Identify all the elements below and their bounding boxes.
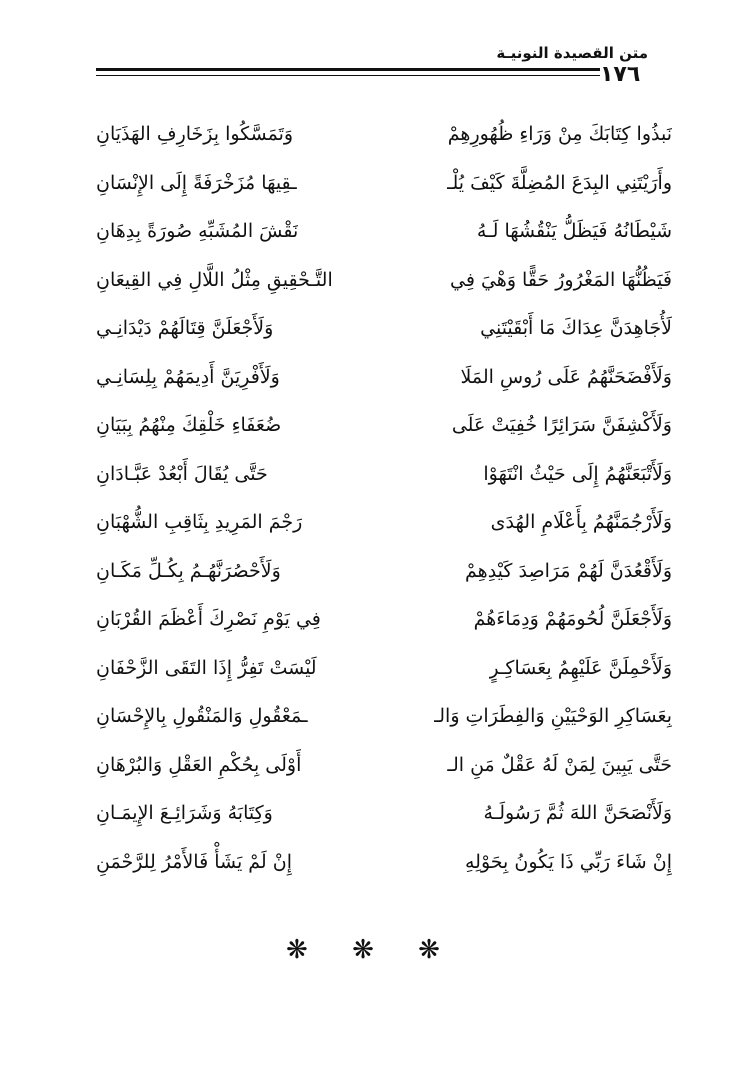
verse-first-hemistich: وَلَأَحْمِلَنَّ عَلَيْهِمُ بِعَسَاكِـرٍ <box>489 656 672 679</box>
verse-first-hemistich: وَلَأَقْعُدَنَّ لَهُمْ مَرَاصِدَ كَيْدِهِمْ <box>465 559 672 582</box>
verse-second-hemistich: وَكِتَابَهُ وَشَرَائِـعَ الإِيمَـانِ <box>96 802 273 824</box>
running-header-title: متن القصيدة النونيـة <box>496 44 648 62</box>
verse-first-hemistich: وَلَأَجْعَلَنَّ لُحُومَهُمْ وَدِمَاءَهُمْ <box>473 608 672 630</box>
verse <box>96 304 672 353</box>
verse <box>96 256 672 305</box>
verse <box>96 353 672 402</box>
verse <box>96 207 672 256</box>
verse-second-hemistich: فِي يَوْمِ نَصْرِكَ أَعْظَمَ القُرْبَانِ <box>96 608 321 630</box>
verse-first-hemistich: حَتَّى يَبِينَ لِمَنْ لَهُ عَقْلٌ مَنِ الـ <box>447 753 672 776</box>
verse-first-hemistich: وَلَأَتْبَعَنَّهُمُ إِلَى حَيْثُ انْتَهَوْا <box>483 462 672 485</box>
header-rule-thin <box>96 75 600 76</box>
verse <box>96 450 672 499</box>
verse-second-hemistich: نَقْشَ المُشَبِّهِ صُورَةً بِدِهَانِ <box>96 220 299 242</box>
verse-first-hemistich: فَيَظُنُّهَا المَغْرُورُ حَقًّا وَهْيَ فِي <box>450 268 672 291</box>
verse-second-hemistich: وَلَأَجْعَلَنَّ قِتَالَهُمْ دَيْدَانِـي <box>96 317 274 339</box>
header-rule-thick <box>96 68 600 71</box>
verse-first-hemistich: شَيْطَانُهُ فَيَظَلُّ يَنْقُشُهَا لَـهُ <box>476 220 672 242</box>
verse-second-hemistich: ـقِيهَا مُزَخْرَفَةً إِلَى الإِنْسَانِ <box>96 171 297 194</box>
verse-second-hemistich: ـمَعْقُولِ وَالمَنْقُولِ بِالإِحْسَانِ <box>96 705 308 727</box>
verse-second-hemistich: ضُعَفَاءِ خَلْقِكَ مِنْهُمُ بِبَيَانِ <box>96 414 282 436</box>
verse-second-hemistich: وَلَأَحْصُرَنَّهُـمُ بِكُـلِّ مَكَـانِ <box>96 559 281 582</box>
verse <box>96 692 672 741</box>
verse <box>96 498 672 547</box>
verse-first-hemistich: وَلَأَرْجُمَنَّهُمُ بِأَعْلَامِ الهُدَى <box>490 511 672 533</box>
page-number: ١٧٦ <box>600 62 641 87</box>
verse-first-hemistich: بِعَسَاكِرِ الوَحْيَيْنِ وَالفِطَرَاتِ وَالـ <box>433 705 672 727</box>
verse <box>96 838 672 887</box>
section-end-ornament: ❋ ❋ ❋ <box>286 935 458 965</box>
verse <box>96 789 672 838</box>
verse-first-hemistich: إِنْ شَاءَ رَبِّي ذَا يَكُونُ بِحَوْلِهِ <box>464 850 672 873</box>
verse-second-hemistich: إِنْ لَمْ يَشَأْ فَالأَمْرُ لِلرَّحْمَنِ <box>96 850 292 873</box>
verse <box>96 547 672 596</box>
verse-second-hemistich: لَيْسَتْ تَفِرُّ إِذَا التَقَى الزَّحْفَانِ <box>96 656 317 679</box>
verse-second-hemistich: التَّـحْقِيقِ مِثْلُ اللَّالِ فِي القِيعَانِ <box>96 268 333 291</box>
verse-first-hemistich: وَلَأَفْضَحَنَّهُمُ عَلَى رُوسِ المَلَا <box>460 365 672 388</box>
verse-second-hemistich: وَتَمَسَّكُوا بِزَخَارِفِ الهَذَيَانِ <box>96 123 294 145</box>
verse-first-hemistich: وأَرَيْتَنِي البِدَعَ المُضِلَّةَ كَيْفَ يُلْـ <box>446 171 672 194</box>
verse-first-hemistich: لَأُجَاهِدَنَّ عِدَاكَ مَا أَبْقَيْتَنِي <box>480 317 672 339</box>
verse <box>96 741 672 790</box>
poem <box>96 110 672 886</box>
verse <box>96 110 672 159</box>
verse-second-hemistich: أَوْلَى بِحُكْمِ العَقْلِ وَالبُرْهَانِ <box>96 753 302 776</box>
verse-second-hemistich: حَتَّى يُقَالَ أَبْعُدْ عَبَّـادَانِ <box>96 462 268 485</box>
verse-first-hemistich: وَلَأَكْشِفَنَّ سَرَائِرًا خُفِيَتْ عَلَى <box>451 414 672 436</box>
verse-second-hemistich: وَلَأَفْرِيَنَّ أَدِيمَهُمْ بِلِسَانِـي <box>96 365 280 388</box>
verse <box>96 644 672 693</box>
verse <box>96 595 672 644</box>
verse-second-hemistich: رَجْمَ المَرِيدِ بِثَاقِبِ الشُّهْبَانِ <box>96 511 303 533</box>
verse <box>96 159 672 208</box>
verse-first-hemistich: نَبذُوا كِتَابَكَ مِنْ وَرَاءِ ظُهُورِهِمْ <box>447 123 672 145</box>
verse <box>96 401 672 450</box>
verse-first-hemistich: وَلَأَنْصَحَنَّ اللهَ ثُمَّ رَسُولَـهُ <box>483 802 672 824</box>
